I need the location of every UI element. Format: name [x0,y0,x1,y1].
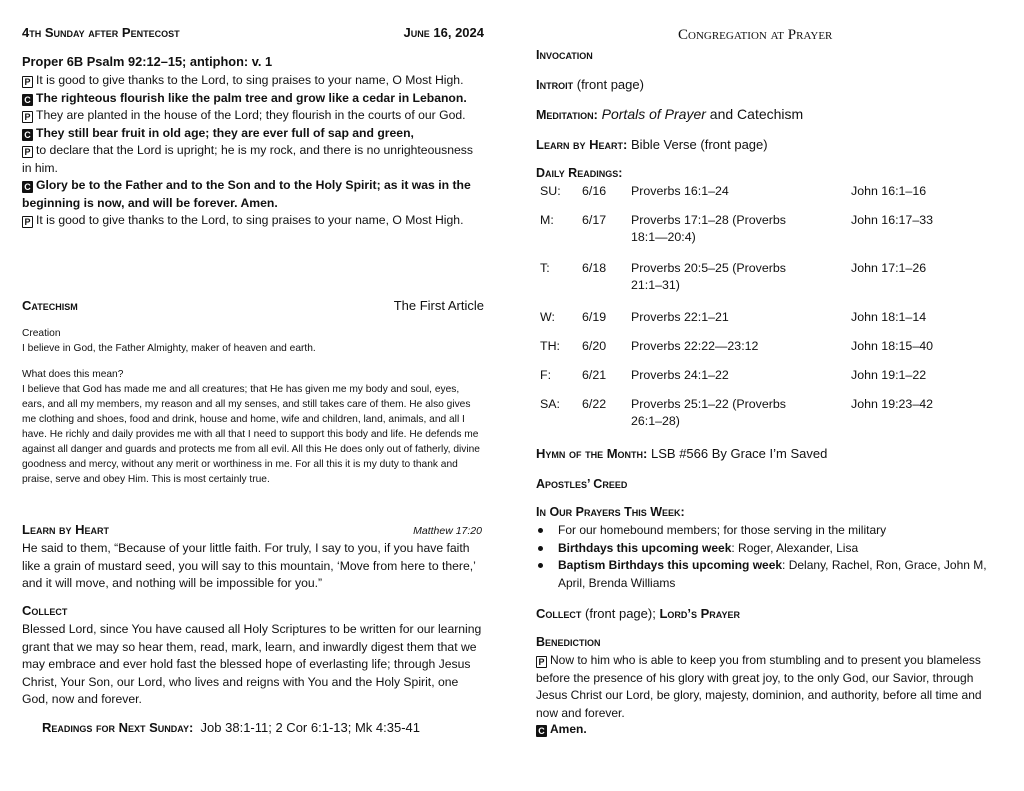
pastor-marker-icon: P [22,146,33,158]
collect-heading: Collect [22,603,68,618]
introit-line: Introit (front page) [536,77,644,92]
psalm-line: P It is good to give thanks to the Lord, to sing praises to your name, O Most High. [22,72,474,90]
right-title: Congregation at Prayer [678,27,833,43]
pastor-marker-icon: P [22,111,33,123]
daily-readings-table: SU: 6/16 Proverbs 16:1–24 John 16:1–16 M: 6/17 Proverbs 17:1–28 (Proverbs 18:1—20:4) John 16:17–33 T: 6/18 Proverbs 20:5–25 (Proverbs 21:1–31) John 17:1–26 W: 6/19 Proverbs 22:1–21 John 18:1–14 TH: 6/20 Proverbs 22:22—23:12 John 18:15–40 F: 6/21 Proverbs 24:1–22 John 19:1–22 SA: 6/22 Proverbs 25:1–22 (Proverbs 26:1–28) John 19:23–42 [540,184,933,428]
meditation-line: Meditation: Portals of Prayer and Catechism [536,106,804,122]
psalm-line: C Glory be to the Father and to the Son and to the Holy Spirit; as it was in the beginning is now, and will be forever. Amen. [22,178,471,210]
list-item: Baptism Birthdays this upcoming week: Delany, Rachel, Ron, Grace, John M, April, Brenda Williams [536,557,988,592]
header-title: 4th Sunday after Pentecost [22,25,180,40]
benediction-text: P Now to him who is able to keep you from stumbling and to present you blameless before the presence of his glory with great joy, to the only God, our Savior, through Jesus Christ our Lord, be glory, majesty, dominion, and authority, before all time and now and forever. [536,653,982,720]
hymn-line: Hymn of the Month: LSB #566 By Grace I’m Saved [536,446,828,461]
pastor-marker-icon: P [536,656,547,668]
psalm-line: C They still bear fruit in old age; they are ever full of sap and green, [22,125,474,143]
benediction-amen: C Amen. [536,722,587,737]
prayers-list [536,522,988,592]
benediction-heading: Benediction [536,635,601,649]
catechism-answer: I believe that God has made me and all creatures; that He has given me my body and soul, eyes, ears, and all my members, my reason and all my senses, and still takes care of them. He also gives me clothing and shoes, food and drink, house and home, wife and children, land, animals, and all I have. He richly and daily provides me with all that I need to support this body and life. He defends me against all danger and guards and protects me from all evil. All this He does only out of fatherly, divine goodness and mercy, without any merit or worthiness in me. For all this it is my duty to thank and praise, serve and obey Him. This is most certainly true. [22,384,480,485]
header-date: June 16, 2024 [403,25,484,40]
catechism-heading: Catechism [22,298,78,313]
next-readings-value: Job 38:1-11; 2 Cor 6:1-13; Mk 4:35-41 [200,720,420,735]
apostles-creed-heading: Apostles’ Creed [536,477,628,491]
learn-by-heart-heading: Learn by Heart [22,522,110,537]
catechism-header [22,298,484,313]
psalm-line: P to declare that the Lord is upright; he is my rock, and there is no unrighteousness in him. [22,143,473,175]
next-readings-label: Readings for Next Sunday [42,720,189,735]
psalm-block [22,72,474,230]
catechism-subtitle: The First Article [393,298,484,313]
daily-readings-heading: Daily Readings: [536,166,623,180]
learn-by-heart-reference: Matthew 17:20 [413,525,482,537]
learn-by-heart-text: He said to them, “Because of your little faith. For truly, I say to you, if you have faith like a grain of mustard seed, you will say to this mountain, ‘Move from here to there,’ and it will move, and nothing will be impossible for you.” [22,541,476,591]
pastor-marker-icon: P [22,216,33,228]
psalm-line: P It is good to give thanks to the Lord, to sing praises to your name, O Most High. [22,212,474,230]
learn-by-heart-header [22,522,484,537]
list-item: For our homebound members; for those serving in the military [536,522,988,540]
psalm-heading: Proper 6B Psalm 92:12–15; antiphon: v. 1 [22,54,273,69]
psalm-line: P They are planted in the house of the Lord; they flourish in the courts of our God. [22,107,474,125]
next-readings: Readings for Next Sunday: Job 38:1-11; 2 Cor 6:1-13; Mk 4:35-41 [42,720,420,735]
psalm-line: C The righteous flourish like the palm tree and grow like a cedar in Lebanon. [22,90,474,108]
pastor-marker-icon: P [22,76,33,88]
catechism-question: What does this mean? [22,369,124,380]
collect-lords-prayer-line: Collect (front page); Lord’s Prayer [536,606,740,621]
congregation-marker-icon: C [22,181,33,193]
catechism-topic: Creation [22,328,61,339]
prayers-heading: In Our Prayers This Week: [536,505,685,519]
list-item: Birthdays this upcoming week: Roger, Alexander, Lisa [536,540,988,558]
catechism-creed: I believe in God, the Father Almighty, maker of heaven and earth. [22,343,316,354]
congregation-marker-icon: C [22,129,33,141]
learn-line: Learn by Heart: Bible Verse (front page) [536,137,768,152]
collect-text: Blessed Lord, since You have caused all Holy Scriptures to be written for our learning grant that we may so hear them, read, mark, learn, and inwardly digest them that we may embrace and ever hold fast the blessed hope of everlasting life; through Jesus Christ, Your Son, our Lord, who lives and reigns with You and the Holy Spirit, one God, now and forever. [22,622,482,707]
page-header [22,25,484,40]
congregation-marker-icon: C [536,725,547,737]
invocation-heading: Invocation [536,48,593,62]
congregation-marker-icon: C [22,94,33,106]
